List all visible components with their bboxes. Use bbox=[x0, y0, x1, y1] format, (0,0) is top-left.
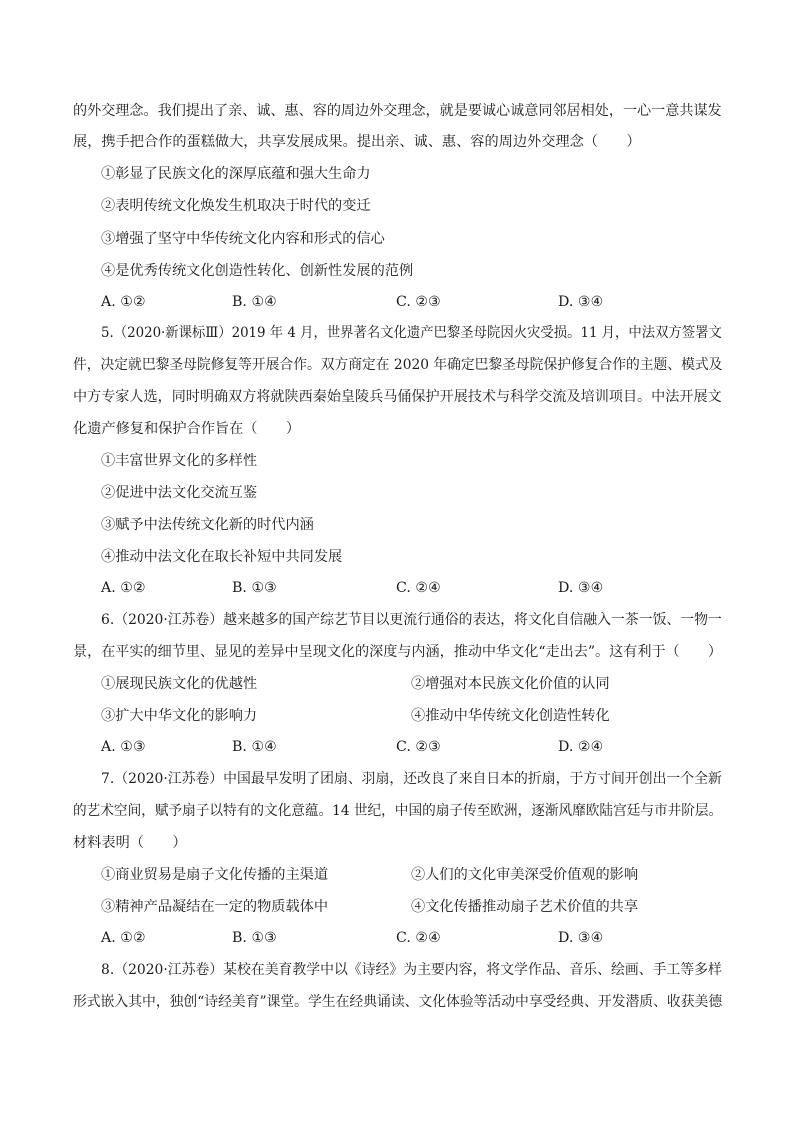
q6-choice-b: B. ①④ bbox=[232, 739, 277, 755]
q6-choice-d: D. ②④ bbox=[558, 739, 604, 755]
q4-option-1: ①彰显了民族文化的深厚底蕴和强大生命力 bbox=[101, 166, 371, 182]
q8-stem-line-2: 形式嵌入其中，独创“诗经美育”课堂。学生在经典诵读、文化体验等活动中享受经典、开发潜质、收获美德 bbox=[73, 994, 723, 1010]
q7-choice-b: B. ①③ bbox=[232, 930, 277, 946]
q7-option-3: ③精神产品凝结在一定的物质载体中 bbox=[101, 899, 329, 915]
q7-choice-a: A. ①② bbox=[101, 930, 146, 946]
q4-option-2: ②表明传统文化焕发生机取决于时代的变迁 bbox=[101, 198, 371, 214]
q7-option-2: ②人们的文化审美深受价值观的影响 bbox=[411, 867, 639, 883]
q5-stem-line-3: 中方专家人选，同时明确双方将就陕西秦始皇陵兵马俑保护开展技术与科学交流及培训项目。中法开展文 bbox=[73, 389, 722, 405]
q5-option-2: ②促进中法文化交流互鉴 bbox=[101, 485, 258, 501]
q4-option-4: ④是优秀传统文化创造性转化、创新性发展的范例 bbox=[101, 263, 414, 279]
q7-stem-line-3: 材料表明（ ） bbox=[73, 835, 187, 851]
q5-choice-d: D. ③④ bbox=[558, 580, 604, 596]
q6-stem-line-1: 6.（2020·江苏卷）越来越多的国产综艺节目以更流行通俗的表达，将文化自信融入一茶一饭、一物一 bbox=[101, 612, 722, 628]
q6-choice-c: C. ②③ bbox=[396, 739, 441, 755]
q4-choice-c: C. ②③ bbox=[396, 294, 441, 310]
q6-option-3: ③扩大中华文化的影响力 bbox=[101, 708, 258, 724]
q4-stem-line-2: 展，携手把合作的蛋糕做大，共享发展成果。提出亲、诚、惠、容的周边外交理念（ ） bbox=[73, 134, 641, 150]
q5-choice-b: B. ①③ bbox=[232, 580, 277, 596]
q4-stem-line-1: 的外交理念。我们提出了亲、诚、惠、容的周边外交理念，就是要诚心诚意同邻居相处，一心一意共谋发 bbox=[73, 103, 722, 119]
q6-option-1: ①展现民族文化的优越性 bbox=[101, 676, 258, 692]
q7-stem-line-1: 7.（2020·江苏卷）中国最早发明了团扇、羽扇，还改良了来自日本的折扇，于方寸间开创出一个全新 bbox=[101, 771, 722, 787]
q7-stem-line-2: 的艺术空间，赋予扇子以特有的文化意蕴。14 世纪，中国的扇子传至欧洲，逐渐风靡欧陆宫廷与市井阶层。 bbox=[73, 803, 723, 819]
q4-option-3: ③增强了坚守中华传统文化内容和形式的信心 bbox=[101, 231, 385, 247]
q7-choice-c: C. ②④ bbox=[396, 930, 441, 946]
q5-option-4: ④推动中法文化在取长补短中共同发展 bbox=[101, 549, 343, 565]
q7-choice-d: D. ③④ bbox=[558, 930, 604, 946]
q6-option-4: ④推动中华传统文化创造性转化 bbox=[411, 708, 610, 724]
q4-choice-d: D. ③④ bbox=[558, 294, 604, 310]
q4-choice-a: A. ①② bbox=[101, 294, 146, 310]
q8-stem-line-1: 8.（2020·江苏卷）某校在美育教学中以《诗经》为主要内容，将文学作品、音乐、绘画、手工等多样 bbox=[101, 962, 722, 978]
q6-choice-a: A. ①③ bbox=[101, 739, 146, 755]
q5-option-3: ③赋予中法传统文化新的时代内涵 bbox=[101, 517, 314, 533]
q5-stem-line-2: 件，决定就巴黎圣母院修复等开展合作。双方商定在 2020 年确定巴黎圣母院保护修复合作的主题、模式及 bbox=[73, 357, 723, 373]
q5-choice-a: A. ①② bbox=[101, 580, 146, 596]
q5-stem-line-4: 化遗产修复和保护合作旨在（ ） bbox=[73, 421, 301, 437]
q4-choice-b: B. ①④ bbox=[232, 294, 277, 310]
q5-option-1: ①丰富世界文化的多样性 bbox=[101, 453, 258, 469]
q5-stem-line-1: 5.（2020·新课标Ⅲ）2019 年 4 月，世界著名文化遗产巴黎圣母院因火灾受损。11 月，中法双方签署文 bbox=[101, 325, 722, 341]
q5-choice-c: C. ②④ bbox=[396, 580, 441, 596]
q7-option-4: ④文化传播推动扇子艺术价值的共享 bbox=[411, 899, 639, 915]
q6-stem-line-2: 景，在平实的细节里、显见的差异中呈现文化的深度与内涵，推动中华文化“走出去”。这有利于（ ） bbox=[73, 644, 722, 660]
q7-option-1: ①商业贸易是扇子文化传播的主渠道 bbox=[101, 867, 329, 883]
q6-option-2: ②增强对本民族文化价值的认同 bbox=[411, 676, 610, 692]
